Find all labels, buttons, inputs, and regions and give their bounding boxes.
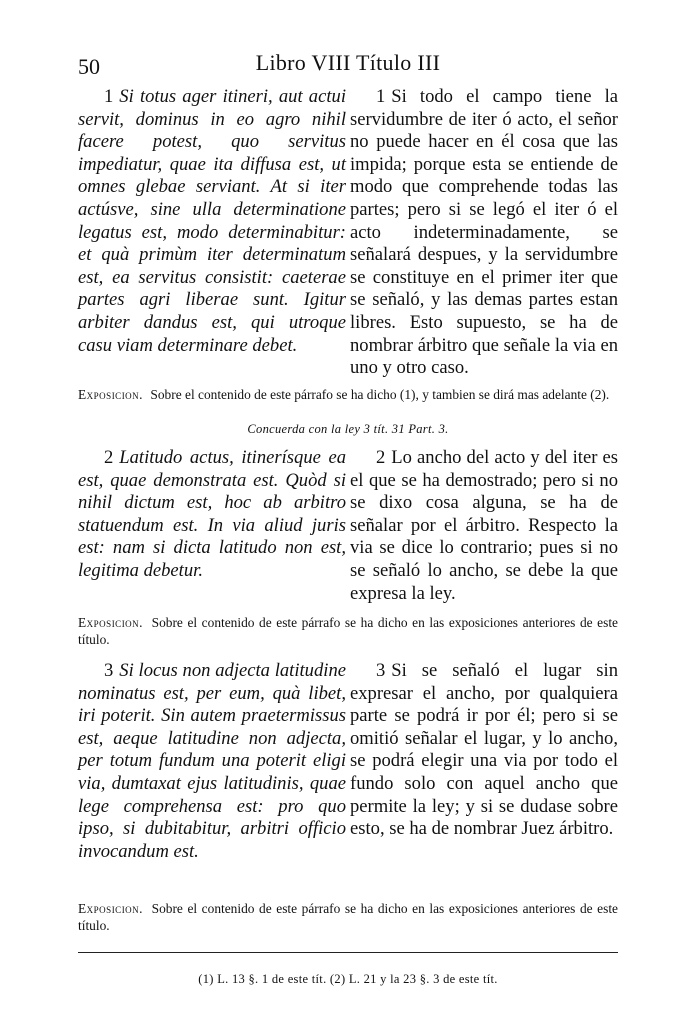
spanish-column: [350, 86, 618, 380]
page-number: 50: [78, 54, 100, 79]
spanish-column: [350, 660, 618, 863]
exposicion-label: Exposicion.: [78, 387, 144, 402]
exposicion-text: Sobre el contenido de este párrafo se ha dicho (1), y tambien se dirá mas adelante (2).: [150, 387, 610, 402]
running-head: Libro VIII Título III: [255, 50, 441, 75]
latin-column: [78, 86, 346, 380]
exposicion-note: [78, 900, 618, 934]
paragraph-number: 3: [376, 660, 386, 681]
exposicion-note: [78, 614, 618, 648]
exposicion-text: Sobre el contenido de este párrafo se ha dicho en las exposiciones anteriores de este título.: [78, 615, 618, 647]
page-header: [78, 48, 618, 78]
exposicion-note: [78, 386, 618, 403]
paragraph-number: 2: [104, 447, 114, 468]
paragraph-number: 1: [376, 86, 386, 107]
latin-text: Si locus non adjecta latitudine nominatus est, per eum, quà libet, iri poterit. Sin autem praetermissus est, aeque latitudine non adjecta, per totum fundum una poterit eligi via, dumtaxat ejus latitudinis, quae lege comprehensa est: pro quo ipso, si dubitabitur, arbitri officio invocandum est.: [78, 660, 346, 862]
latin-text: Si totus ager itineri, aut actui servit, dominus in eo agro nihil facere potest, quo servitus impediatur, quae ita diffusa est, ut omnes glebae serviant. At si iter actúsve, sine ulla determinatione legatus est, modo determinabitur: et quà primùm iter determinatum est, ea servitus consistit: caeterae partes agri liberae sunt. Igitur arbiter dandus est, qui utroque casu viam determinare debet.: [78, 86, 346, 356]
latin-text: Latitudo actus, itinerísque ea est, quae demonstrata est. Quòd si nihil dictum est, hoc ab arbitro statuendum est. In via aliud juris est: nam si dicta latitudo non est, legitima debetur.: [78, 447, 346, 581]
latin-column: [78, 660, 346, 863]
paragraph-number: 2: [376, 447, 386, 468]
exposicion-text: Sobre el contenido de este párrafo se ha dicho en las exposiciones anteriores de este título.: [78, 901, 618, 933]
paragraph-number: 3: [104, 660, 114, 681]
spanish-text: Si se señaló el lugar sin expresar el ancho, por qualquiera parte se podrá ir por él; pero si se omitió señalar el lugar, y lo ancho, se podrá elegir una via por todo el fundo solo con aquel ancho que permite la ley; y si se dudase sobre esto, se ha de nombrar Juez árbitro.: [350, 660, 618, 840]
paragraph-number: 1: [104, 86, 114, 107]
section-3: [78, 660, 618, 863]
spanish-text: Lo ancho del acto y del iter es el que se ha demostrado; pero si no se dixo cosa alguna, se ha de señalar por el árbitro. Respecto la via se dice lo contrario; pues si no se señaló lo ancho, se debe la que expresa la ley.: [350, 447, 618, 604]
latin-column: [78, 447, 346, 605]
concordance-note: Concuerda con la ley 3 tít. 31 Part. 3.: [247, 422, 449, 436]
footnotes: (1) L. 13 §. 1 de este tít. (2) L. 21 y la 23 §. 3 de este tít.: [198, 972, 498, 986]
spanish-column: [350, 447, 618, 605]
exposicion-label: Exposicion.: [78, 615, 144, 630]
spanish-text: Si todo el campo tiene la servidumbre de iter ó acto, el señor no puede hacer en él cosa que las impida; porque esta se entiende de modo que comprehende todas las partes; pero si se legó el iter ó el acto indeterminadamente, se señalará despues, y la servidumbre se constituye en el primer iter que se señaló, y las demas partes estan libres. Esto supuesto, se ha de nombrar árbitro que señale la via en uno y otro caso.: [350, 86, 618, 379]
exposicion-label: Exposicion.: [78, 901, 144, 916]
section-1: [78, 86, 618, 380]
section-2: [78, 447, 618, 605]
footnote-rule: [78, 952, 618, 953]
